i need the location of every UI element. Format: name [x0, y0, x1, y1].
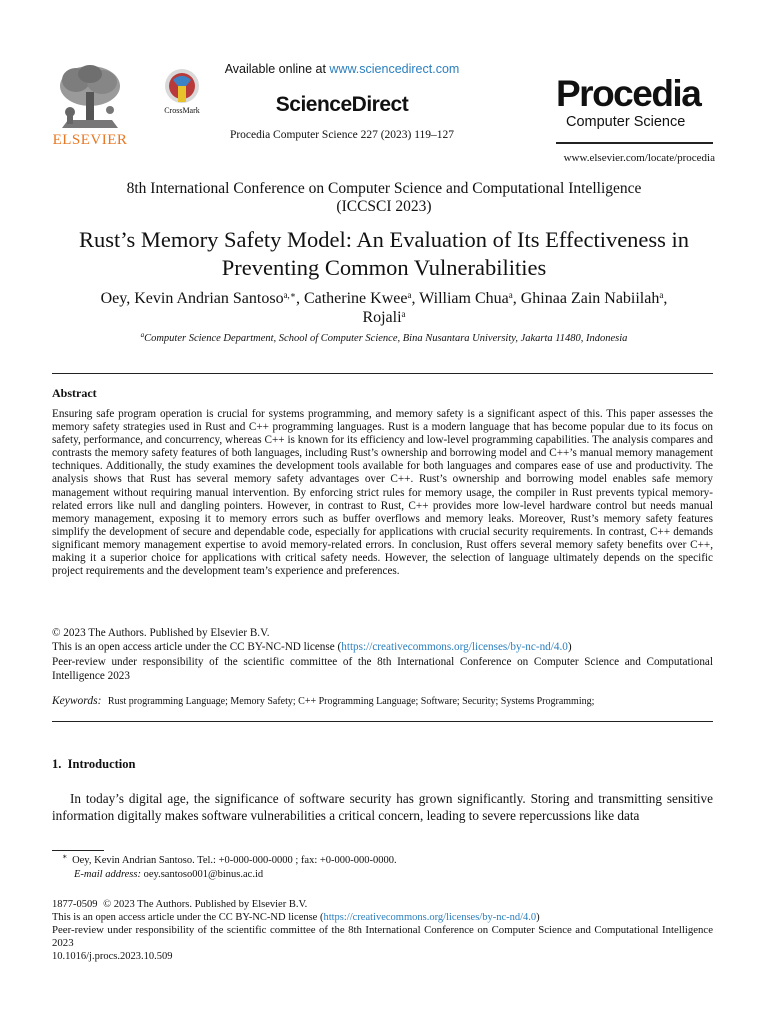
crossmark-logo[interactable] [158, 68, 206, 118]
sciencedirect-url[interactable]: www.sciencedirect.com [329, 62, 460, 76]
conference-line1: 8th International Conference on Computer Science and Computational Intelligence [126, 180, 642, 197]
footer-license-text: This is an open access article under the CC BY-NC-ND license ( [52, 912, 324, 923]
keywords-label: Keywords: [52, 695, 102, 707]
author-3-sup: a [508, 290, 513, 300]
abstract-body: Ensuring safe program operation is crucial for systems programming, and memory safety is a significant aspect of this. This paper assesses the memory safety strategies used in Rust and C++ programming languages. Rust is a modern language that has become popular due to its focus on safety, performance, and concurrency, whereas C++ is known for its efficiency and low-level programming capabilities. The analysis compares and contrasts the memory safety features of both languages, including Rust’s ownership and borrowing model and C++’s manual memory management techniques. Additionally, the study examines the development tools available for both languages and compares ease of use and productivity. The analysis shows that Rust has several memory safety advantages over C++. Rust’s ownership and borrowing model enables safe memory management without requiring manual intervention. By enforcing strict rules for memory usage, the compiler in Rust prevents typical memory-related errors like null and dangling pointers. However, in contrast to Rust, C++ provides more low-level hardware control but needs manual memory management, exposing it to memory errors such as buffer overflows and memory leaks. Moreover, Rust’s memory safety features simplify the development of secure and dependable code, especially for applications with crucial security requirements. In contrast, C++ demands significant memory management expertise to avoid memory-related errors. In conclusion, Rust offers several memory safety benefits over C++, making it a superior choice for applications with critical safety needs. However, the selection of language ultimately depends on the specific project requirements and the development team’s experience and preferences. [52, 408, 713, 578]
footer-issn: 1877-0509 [52, 899, 98, 910]
footer-copyright: © 2023 The Authors. Published by Elsevier B.V. [103, 899, 308, 910]
paper-title [30, 226, 738, 282]
intro-body: In today’s digital age, the significance of software security has grown significantly. Storing and transmitting sensitive information digitally makes software vulnerabilities a critical concern, leading to severe repercussions like data [52, 791, 713, 823]
author-list: Oey, Kevin Andrian Santoso$^{a,∗}$, Catherine Kwee$^a$, William Chua$^a$, Ghinaa Zain Nabiilah$^a$, Rojali$^a$ [100, 290, 668, 326]
abstract-heading: Abstract [52, 386, 97, 400]
author-1: Oey, Kevin Andrian Santoso [100, 290, 284, 307]
footer-license-close: ) [536, 912, 540, 923]
crossmark-label: CrossMark [164, 106, 200, 115]
author-4-sup: a [659, 290, 664, 300]
available-online-text: Available online at [224, 62, 330, 76]
abstract-license-link[interactable]: https://creativecommons.org/licenses/by-nc-nd/4.0 [341, 641, 568, 653]
elsevier-wordmark: ELSEVIER [52, 132, 128, 148]
affiliation-sup: a [140, 331, 145, 339]
author-2: Catherine Kwee [303, 290, 408, 307]
paper-title-line1: Rust’s Memory Safety Model: An Evaluation of Its Effectiveness in [78, 227, 690, 252]
author-5: Rojali [362, 309, 402, 326]
footer-issn-line [52, 898, 713, 911]
header-rule-right [556, 142, 713, 144]
keywords-list: Rust programming Language; Memory Safety; C++ Programming Language; Software; Security; Systems Programming; [107, 696, 595, 707]
footnote-contact-text: Oey, Kevin Andrian Santoso. Tel.: +0-000-000-0000 ; fax: +0-000-000-0000. [72, 855, 397, 866]
footnote-star: ∗ [62, 852, 68, 861]
footer-doi[interactable]: 10.1016/j.procs.2023.10.509 [52, 951, 173, 962]
abstract-top-rule [52, 373, 713, 374]
elsevier-tree-icon [52, 62, 128, 132]
author-3: William Chua [419, 290, 509, 307]
crossmark-icon [158, 68, 206, 106]
abstract-peer-review: Peer-review under responsibility of the scientific committee of the 8th International Conference on Computer Science and Computational Intelligence 2023 [52, 656, 713, 682]
abstract-license-text: This is an open access article under the CC BY-NC-ND license ( [52, 641, 342, 653]
footer-peer-review: Peer-review under responsibility of the scientific committee of the 8th International Conference on Computer Science and Computational Intelligence 2023 [52, 924, 713, 949]
intro-heading: 1. Introduction [52, 757, 136, 771]
affiliation-text: Computer Science Department, School of Computer Science, Bina Nusantara University, Jakarta 11480, Indonesia [144, 333, 628, 344]
conference-line2: (ICCSCI 2023) [336, 198, 432, 215]
affiliation [30, 333, 738, 344]
sciencedirect-wordmark: ScienceDirect [275, 93, 409, 116]
author-4: Ghinaa Zain Nabiilah [520, 290, 660, 307]
keywords [52, 695, 713, 707]
footnote-email-address[interactable]: oey.santoso001@binus.ac.id [143, 869, 264, 880]
elsevier-logo [52, 62, 128, 148]
procedia-wordmark: Procedia [556, 73, 701, 114]
procedia-logo [556, 74, 716, 130]
journal-citation: Procedia Computer Science 227 (2023) 119–127 [229, 129, 455, 141]
author-1-sup: a,∗ [283, 290, 296, 300]
abstract-bottom-rule [52, 721, 713, 722]
footnote-rule [52, 850, 104, 851]
procedia-subtitle: Computer Science [566, 114, 686, 130]
footer-license-link[interactable]: https://creativecommons.org/licenses/by-nc-nd/4.0 [323, 912, 537, 923]
available-online [212, 62, 472, 76]
abstract-copyright: © 2023 The Authors. Published by Elsevier B.V. [52, 627, 270, 639]
footnote-contact [62, 854, 712, 867]
abstract-license-close: ) [567, 641, 572, 653]
footnote-email-label: E-mail address: [74, 869, 141, 880]
author-2-sup: a [407, 290, 412, 300]
footnote-email [74, 868, 714, 881]
abstract-license [52, 641, 713, 654]
footer-license [52, 911, 713, 924]
locate-url[interactable]: www.elsevier.com/locate/procedia [563, 152, 715, 164]
author-5-sup: a [401, 309, 406, 319]
paper-title-line2: Preventing Common Vulnerabilities [221, 255, 547, 280]
